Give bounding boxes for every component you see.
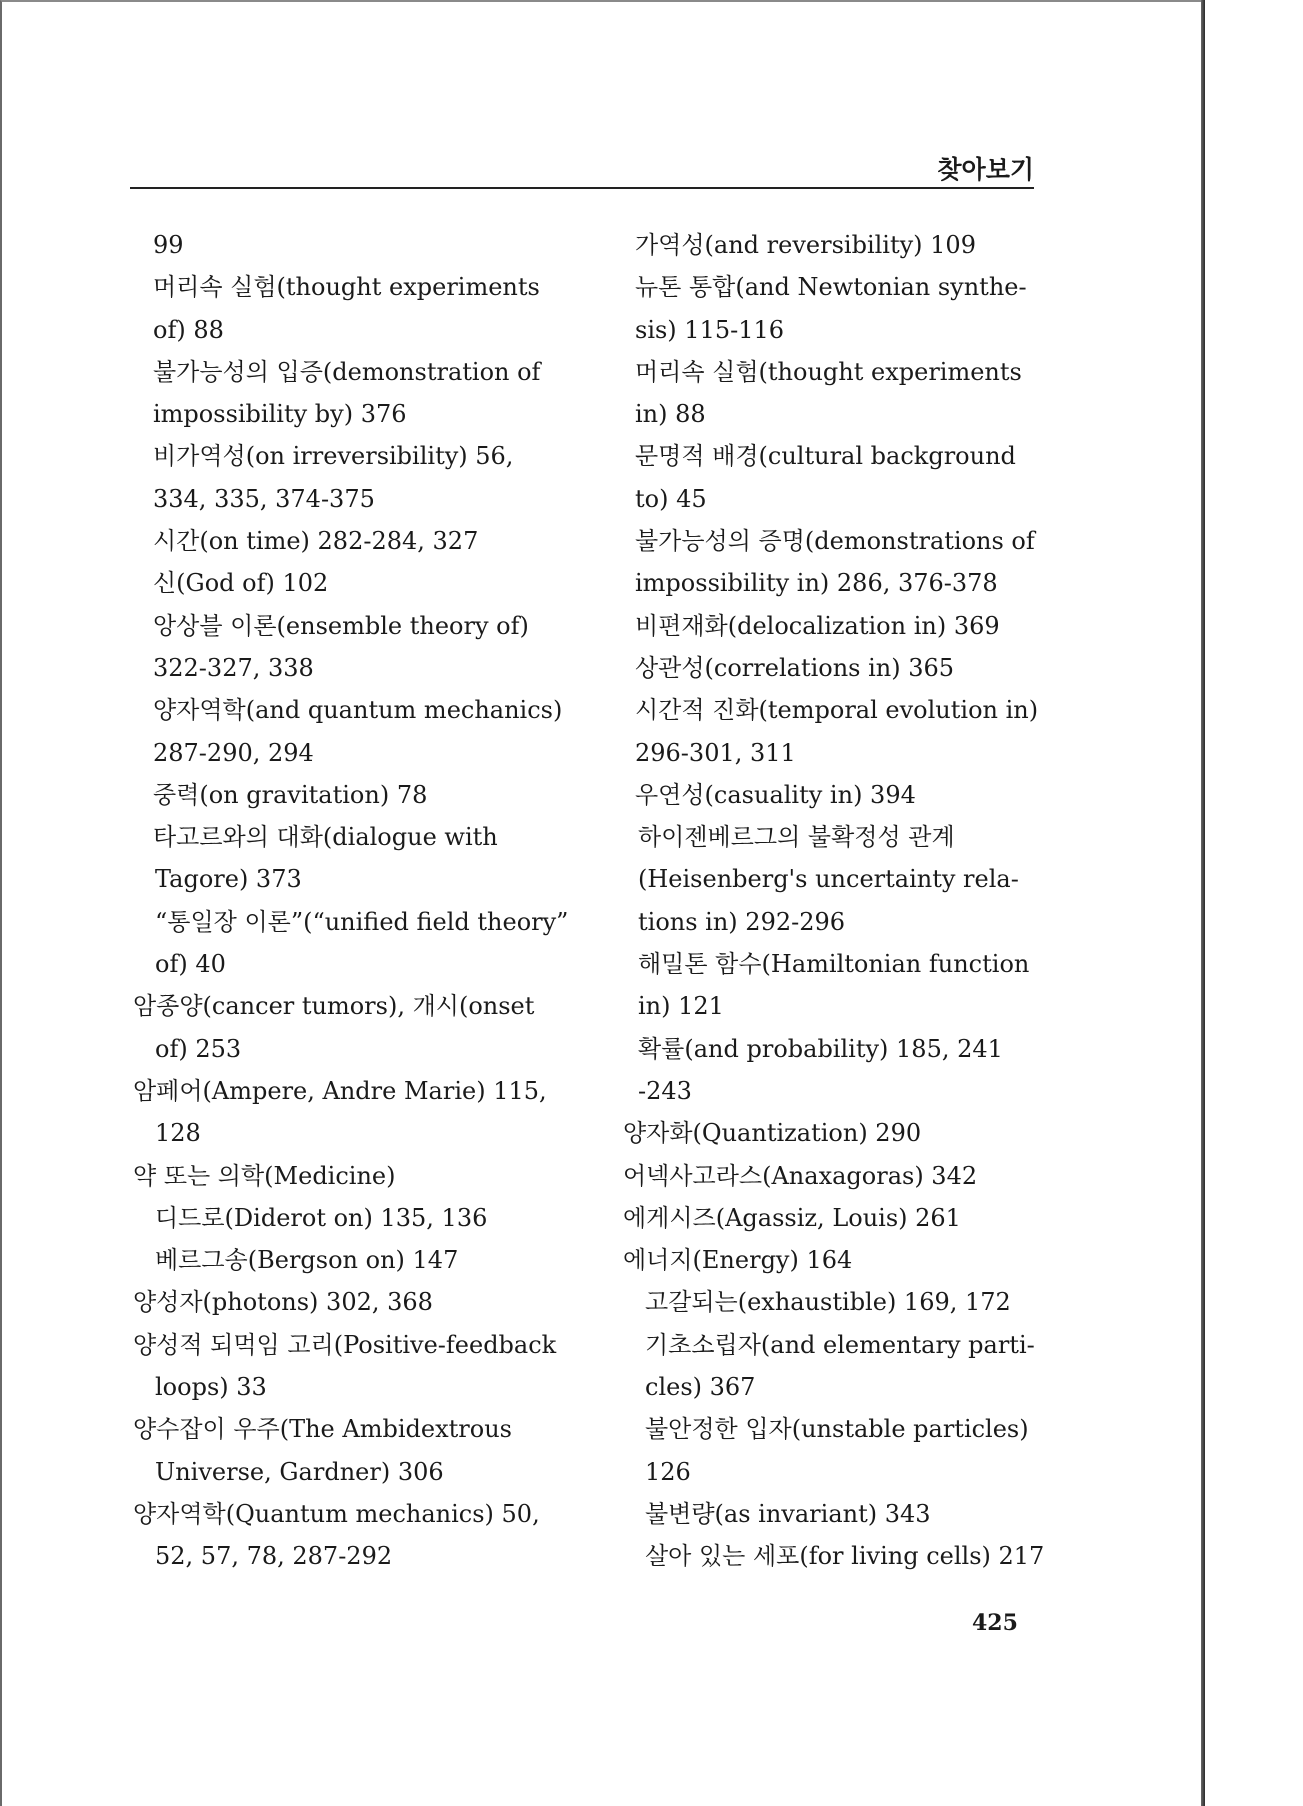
- header-title: 찾아보기: [937, 155, 1034, 184]
- index-line: to) 45: [635, 484, 707, 513]
- index-line: 양수잡이 우주(The Ambidextrous: [133, 1415, 512, 1444]
- index-line: 양자역학(Quantum mechanics) 50,: [133, 1499, 540, 1528]
- index-line: 양성자(photons) 302, 368: [133, 1288, 433, 1317]
- index-line: 불안정한 입자(unstable particles): [645, 1415, 1029, 1444]
- index-line: 시간적 진화(temporal evolution in): [635, 696, 1039, 725]
- index-line: Tagore) 373: [155, 865, 302, 894]
- index-line: 322-327, 338: [153, 653, 314, 682]
- index-line: in) 88: [635, 400, 706, 429]
- running-header: [130, 150, 1034, 190]
- index-line: of) 88: [153, 315, 224, 344]
- index-line: 디드로(Diderot on) 135, 136: [155, 1203, 488, 1232]
- index-line: 머리속 실험(thought experiments: [635, 357, 1022, 386]
- index-line: 126: [645, 1457, 691, 1486]
- index-line: 암페어(Ampere, Andre Marie) 115,: [133, 1076, 547, 1105]
- index-line: 암종양(cancer tumors), 개시(onset: [133, 992, 535, 1021]
- index-line: cles) 367: [645, 1373, 756, 1402]
- index-line: 기초소립자(and elementary parti-: [645, 1330, 1035, 1359]
- index-line: 비가역성(on irreversibility) 56,: [153, 442, 514, 471]
- header-rule: [130, 187, 1034, 189]
- index-column-right: [623, 224, 1043, 1578]
- index-line: 128: [155, 1119, 201, 1148]
- index-line: 양성적 되먹임 고리(Positive-feedback: [133, 1330, 557, 1359]
- index-column-left: [133, 224, 613, 1578]
- index-line: 어넥사고라스(Anaxagoras) 342: [623, 1161, 978, 1190]
- viewer-gutter: [1205, 0, 1303, 1806]
- index-line: 불가능성의 입증(demonstration of: [153, 357, 541, 386]
- index-line: in) 121: [638, 992, 724, 1021]
- index-line: Universe, Gardner) 306: [155, 1457, 444, 1486]
- index-line: 살아 있는 세포(for living cells) 217: [645, 1542, 1045, 1571]
- index-line: 에너지(Energy) 164: [623, 1246, 853, 1275]
- index-line: 뉴톤 통합(and Newtonian synthe-: [635, 273, 1027, 302]
- index-line: 에게시즈(Agassiz, Louis) 261: [623, 1203, 961, 1232]
- index-line: 양자역학(and quantum mechanics): [153, 696, 563, 725]
- index-line: 하이젠베르그의 불확정성 관계: [638, 823, 955, 852]
- index-line: 우연성(casuality in) 394: [635, 780, 916, 809]
- index-line: 타고르와의 대화(dialogue with: [153, 823, 498, 852]
- index-line: 52, 57, 78, 287-292: [155, 1542, 393, 1571]
- index-line: loops) 33: [155, 1373, 267, 1402]
- index-line: impossibility in) 286, 376-378: [635, 569, 998, 598]
- index-line: 가역성(and reversibility) 109: [635, 231, 976, 259]
- index-line: of) 40: [155, 950, 226, 979]
- index-line: 신(God of) 102: [153, 569, 329, 598]
- index-line: 334, 335, 374-375: [153, 484, 375, 513]
- index-line: tions in) 292-296: [638, 907, 846, 936]
- index-line: 불가능성의 증명(demonstrations of: [635, 527, 1035, 556]
- page-number: 425: [972, 1610, 1018, 1636]
- index-line: 약 또는 의학(Medicine): [133, 1161, 396, 1190]
- index-line: 비편재화(delocalization in) 369: [635, 611, 1000, 640]
- index-line: -243: [638, 1076, 692, 1105]
- index-line: sis) 115-116: [635, 315, 785, 344]
- index-line: impossibility by) 376: [153, 400, 407, 429]
- index-line: of) 253: [155, 1034, 242, 1063]
- index-line: 99: [153, 231, 184, 259]
- index-line: 상관성(correlations in) 365: [635, 653, 955, 682]
- index-line: 앙상블 이론(ensemble theory of): [153, 611, 529, 640]
- index-line: 시간(on time) 282-284, 327: [153, 527, 479, 556]
- index-line: 베르그송(Bergson on) 147: [155, 1246, 459, 1275]
- index-line: (Heisenberg's uncertainty rela-: [638, 865, 1019, 894]
- index-line: 양자화(Quantization) 290: [623, 1119, 922, 1148]
- index-line: 고갈되는(exhaustible) 169, 172: [645, 1288, 1011, 1317]
- index-line: 296-301, 311: [635, 738, 796, 767]
- index-line: 중력(on gravitation) 78: [153, 780, 428, 809]
- index-line: 확률(and probability) 185, 241: [638, 1034, 1003, 1063]
- index-line: 287-290, 294: [153, 738, 314, 767]
- index-line: “통일장 이론”(“unified field theory”: [155, 907, 569, 936]
- index-line: 해밀톤 함수(Hamiltonian function: [638, 950, 1030, 979]
- index-line: 불변량(as invariant) 343: [645, 1499, 931, 1528]
- index-line: 문명적 배경(cultural background: [635, 442, 1016, 471]
- index-line: 머리속 실험(thought experiments: [153, 273, 540, 302]
